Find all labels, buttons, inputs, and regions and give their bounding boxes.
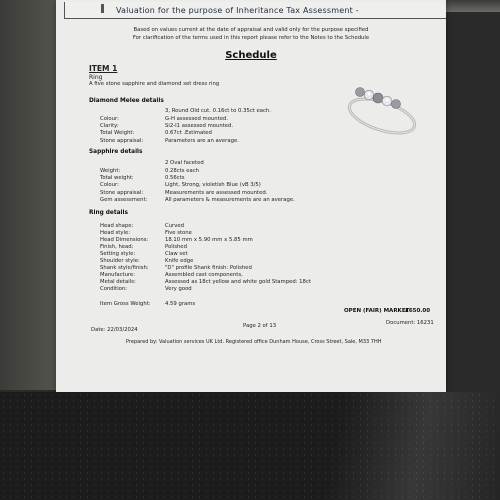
sapphire-label: Total weight:	[100, 175, 134, 181]
sapphire-value: 0.28cts each	[165, 168, 200, 174]
sapphire-label: Colour:	[100, 182, 119, 188]
ring-label: Manufacture:	[100, 272, 136, 278]
ring-value: Polished	[165, 244, 187, 250]
diamond-value: G-H assessed mounted.	[165, 116, 229, 122]
ring-label: Shank style/finish:	[100, 265, 149, 271]
schedule-title: Schedule	[225, 50, 277, 61]
note-line-2: For clarification of the terms used in this report please refer to the Notes to the Schedule	[132, 35, 370, 41]
sapphire-label: Stone appraisal:	[100, 190, 144, 196]
market-value: £650.00	[405, 308, 431, 314]
sapphire-value: All parameters & measurements are an average.	[165, 197, 295, 203]
diamond-heading: Diamond Melee details	[89, 98, 164, 104]
ring-value: Curved	[165, 223, 184, 229]
header-mark	[101, 4, 104, 13]
ring-label: Metal details:	[100, 279, 136, 285]
desk-reflection	[300, 392, 500, 500]
date: Date: 22/03/2024	[91, 327, 138, 333]
ring-label: Condition:	[100, 286, 128, 292]
ring-value: Five stone	[165, 230, 192, 236]
ring-label: Head Dimensions:	[100, 237, 149, 243]
sapphire-heading: Sapphire details	[89, 149, 143, 155]
ring-photo	[336, 76, 426, 141]
document-title: Valuation for the purpose of Inheritance Tax Assessment -	[116, 6, 359, 15]
diamond-label: Colour:	[100, 116, 119, 122]
note-line-1: Based on values current at the date of appraisal and valid only for the purpose specified	[133, 27, 369, 33]
sapphire-value: Light, Strong, violetish Blue (vB 3/5)	[165, 182, 261, 188]
diamond-value: 0.67ct .Estimated	[165, 130, 212, 136]
ring-value: 18.10 mm x 5.90 mm x 5.85 mm	[165, 237, 253, 243]
document-number: Document: 16231	[386, 320, 434, 326]
item-description: A five stone sapphire and diamond set dress ring	[89, 81, 220, 87]
ring-value: Claw set	[165, 251, 188, 257]
diamond-value: Si2-I1 assessed mounted.	[165, 123, 234, 129]
sapphire-value: 0.56cts	[165, 175, 185, 181]
prepared-by: Prepared by: Valuation services UK Ltd. Registered office Dunham House, Cross Street, Sale, M33 7HH	[126, 339, 382, 345]
gross-weight-value: 4.59 grams	[165, 301, 196, 307]
ring-value: Assembled cast components,	[165, 272, 243, 278]
diamond-label: Total Weight:	[100, 130, 135, 136]
diamond-value: Parameters are an average.	[165, 138, 239, 144]
ring-label: Head style:	[100, 230, 131, 236]
ring-label: Head shape:	[100, 223, 134, 229]
diamond-label: Stone appraisal:	[100, 138, 144, 144]
ring-value: Assessed as 18ct yellow and white gold Stamped: 18ct	[165, 279, 311, 285]
market-label: OPEN (FAIR) MARKET	[344, 308, 410, 314]
ring-label: Finish, head:	[100, 244, 134, 250]
sapphire-label: Weight:	[100, 168, 121, 174]
item-title: ITEM 1	[89, 64, 118, 73]
table-edge-left	[0, 0, 58, 390]
diamond-label: Clarity:	[100, 123, 119, 129]
sapphire-value: Measurements are assessed mounted.	[165, 190, 268, 196]
ring-value: Very good	[165, 286, 192, 292]
page-number: Page 2 of 13	[243, 323, 277, 329]
diamond-count: 3, Round Old cut. 0.16ct to 0.35ct each.	[165, 108, 271, 114]
sapphire-count: 2 Oval faceted	[165, 160, 204, 166]
ring-value: Knife edge	[165, 258, 194, 264]
ring-label: Shoulder style:	[100, 258, 140, 264]
sapphire-label: Gem assessment:	[100, 197, 148, 203]
ring-heading: Ring details	[89, 210, 128, 216]
ring-value: "D" profile Shank finish: Polished	[165, 265, 252, 271]
valuation-document	[56, 0, 446, 392]
item-type: Ring	[89, 74, 103, 81]
ring-label: Setting style:	[100, 251, 136, 257]
gross-weight-label: Item Gross Weight:	[100, 301, 151, 307]
